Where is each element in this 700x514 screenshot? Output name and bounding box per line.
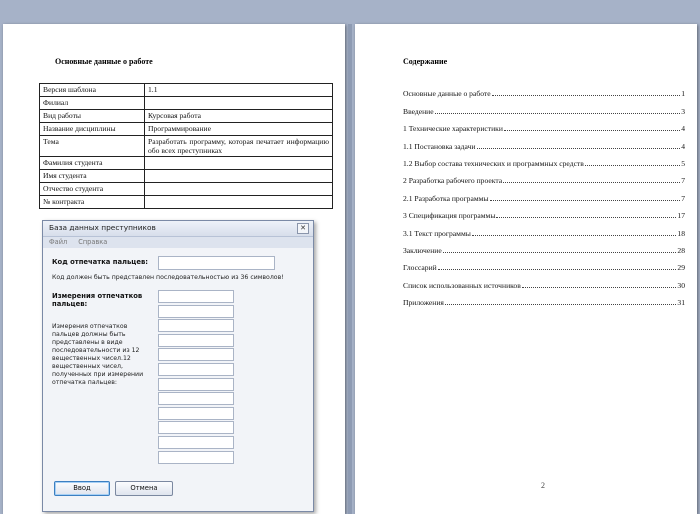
row-value: Курсовая работа bbox=[145, 110, 333, 123]
toc-entry-text: Введение bbox=[403, 106, 434, 116]
code-label: Код отпечатка пальцев: bbox=[52, 258, 148, 266]
toc-entry-text: 3.1 Текст программы bbox=[403, 228, 471, 238]
toc-leader bbox=[504, 129, 680, 131]
dialog-body bbox=[43, 248, 313, 511]
toc-entry-page: 4 bbox=[681, 141, 685, 151]
toc-entry[interactable] bbox=[403, 185, 685, 202]
page-separator bbox=[348, 24, 352, 514]
table-row bbox=[40, 170, 333, 183]
toc-entry[interactable] bbox=[403, 98, 685, 115]
toc-entry[interactable] bbox=[403, 81, 685, 98]
measure-input[interactable] bbox=[158, 436, 234, 449]
document-page-2 bbox=[355, 24, 697, 514]
table-of-contents bbox=[403, 81, 685, 307]
table-row bbox=[40, 157, 333, 170]
measure-input[interactable] bbox=[158, 363, 234, 376]
row-value bbox=[145, 157, 333, 170]
toc-entry-page: 31 bbox=[677, 298, 685, 308]
toc-entry-page: 30 bbox=[677, 280, 685, 290]
menu-file[interactable]: Файл bbox=[49, 238, 68, 246]
toc-entry[interactable] bbox=[403, 238, 685, 255]
toc-entry-page: 29 bbox=[677, 263, 685, 273]
toc-leader bbox=[477, 147, 681, 149]
toc-leader bbox=[438, 268, 677, 270]
page-title: Основные данные о работе bbox=[55, 57, 153, 66]
toc-leader bbox=[585, 164, 680, 166]
toc-leader bbox=[496, 216, 676, 218]
table-row bbox=[40, 110, 333, 123]
toc-entry-page: 7 bbox=[681, 176, 685, 186]
submit-button[interactable]: Ввод bbox=[54, 481, 110, 496]
toc-entry[interactable] bbox=[403, 168, 685, 185]
toc-title: Содержание bbox=[403, 57, 448, 66]
toc-entry-text: Список использованных источников bbox=[403, 280, 521, 290]
row-label: Фамилия студента bbox=[40, 157, 145, 170]
toc-entry[interactable] bbox=[403, 116, 685, 133]
toc-entry-text: Глоссарий bbox=[403, 263, 437, 273]
toc-entry[interactable] bbox=[403, 290, 685, 307]
measure-input[interactable] bbox=[158, 290, 234, 303]
toc-leader bbox=[435, 112, 681, 114]
toc-entry-page: 7 bbox=[681, 193, 685, 203]
table-row bbox=[40, 136, 333, 157]
toc-leader bbox=[522, 286, 677, 288]
row-label: Тема bbox=[40, 136, 145, 157]
toc-entry-page: 28 bbox=[677, 245, 685, 255]
measure-input[interactable] bbox=[158, 305, 234, 318]
toc-entry-page: 1 bbox=[681, 89, 685, 99]
table-row bbox=[40, 123, 333, 136]
toc-entry-text: 1.1 Постановка задачи bbox=[403, 141, 476, 151]
row-label: № контракта bbox=[40, 196, 145, 209]
toc-entry-text: 3 Спецификация программы bbox=[403, 211, 496, 221]
row-label: Филиал bbox=[40, 97, 145, 110]
measure-hint: Измерения отпечатков пальцев должны быть представлены в виде последовательности из 12 вещественных чисел.12 вещественных чисел, полученных при измерении отпечатка пальцев: bbox=[52, 323, 144, 386]
code-input[interactable] bbox=[158, 256, 275, 270]
toc-entry[interactable] bbox=[403, 133, 685, 150]
toc-entry-text: 1.2 Выбор состава технических и программных средств bbox=[403, 158, 584, 168]
toc-entry[interactable] bbox=[403, 203, 685, 220]
row-label: Название дисциплины bbox=[40, 123, 145, 136]
row-value: Программирование bbox=[145, 123, 333, 136]
table-row bbox=[40, 183, 333, 196]
row-label: Вид работы bbox=[40, 110, 145, 123]
toc-leader bbox=[490, 199, 681, 201]
dialog-title: База данных преступников bbox=[49, 223, 156, 232]
toc-entry[interactable] bbox=[403, 272, 685, 289]
criminals-database-dialog bbox=[42, 220, 314, 512]
toc-entry-text: 2.1 Разработка программы bbox=[403, 193, 489, 203]
toc-leader bbox=[472, 234, 677, 236]
row-value: Разработать программу, которая печатает информацию обо всех преступниках bbox=[145, 136, 333, 157]
toc-entry-page: 17 bbox=[677, 211, 685, 221]
measure-input[interactable] bbox=[158, 421, 234, 434]
row-value bbox=[145, 97, 333, 110]
measure-input[interactable] bbox=[158, 378, 234, 391]
toc-entry[interactable] bbox=[403, 255, 685, 272]
row-label: Отчество студента bbox=[40, 183, 145, 196]
toc-entry-page: 3 bbox=[681, 106, 685, 116]
measure-input[interactable] bbox=[158, 334, 234, 347]
toc-entry-page: 18 bbox=[677, 228, 685, 238]
page-number: 2 bbox=[541, 481, 545, 490]
row-value bbox=[145, 196, 333, 209]
toc-entry-text: 2 Разработка рабочего проекта bbox=[403, 176, 503, 186]
dialog-titlebar[interactable] bbox=[43, 221, 313, 237]
table-row bbox=[40, 97, 333, 110]
toc-entry-text: Приложения bbox=[403, 298, 444, 308]
row-value: 1.1 bbox=[145, 84, 333, 97]
toc-entry-page: 5 bbox=[681, 158, 685, 168]
measure-input[interactable] bbox=[158, 348, 234, 361]
toc-leader bbox=[503, 181, 680, 183]
row-label: Версия шаблона bbox=[40, 84, 145, 97]
toc-entry-text: 1 Технические характеристики bbox=[403, 124, 503, 134]
toc-entry-text: Основные данные о работе bbox=[403, 89, 491, 99]
measure-input[interactable] bbox=[158, 451, 234, 464]
row-value bbox=[145, 183, 333, 196]
toc-entry-page: 4 bbox=[681, 124, 685, 134]
measure-input[interactable] bbox=[158, 392, 234, 405]
toc-entry-text: Заключение bbox=[403, 245, 442, 255]
toc-leader bbox=[443, 251, 677, 253]
toc-entry[interactable] bbox=[403, 220, 685, 237]
table-row bbox=[40, 84, 333, 97]
toc-leader bbox=[492, 94, 681, 96]
code-hint: Код должен быть представлен последовательностью из 36 символов! bbox=[52, 274, 284, 281]
row-label: Имя студента bbox=[40, 170, 145, 183]
measure-label: Измерения отпечатков пальцев: bbox=[52, 292, 143, 308]
menu-help[interactable]: Справка bbox=[78, 238, 108, 246]
row-value bbox=[145, 170, 333, 183]
toc-leader bbox=[445, 303, 677, 305]
work-info-table bbox=[39, 83, 333, 209]
toc-entry[interactable] bbox=[403, 151, 685, 168]
measure-input[interactable] bbox=[158, 319, 234, 332]
table-row bbox=[40, 196, 333, 209]
close-icon[interactable]: ✕ bbox=[297, 223, 309, 234]
measure-input[interactable] bbox=[158, 407, 234, 420]
cancel-button[interactable]: Отмена bbox=[115, 481, 173, 496]
